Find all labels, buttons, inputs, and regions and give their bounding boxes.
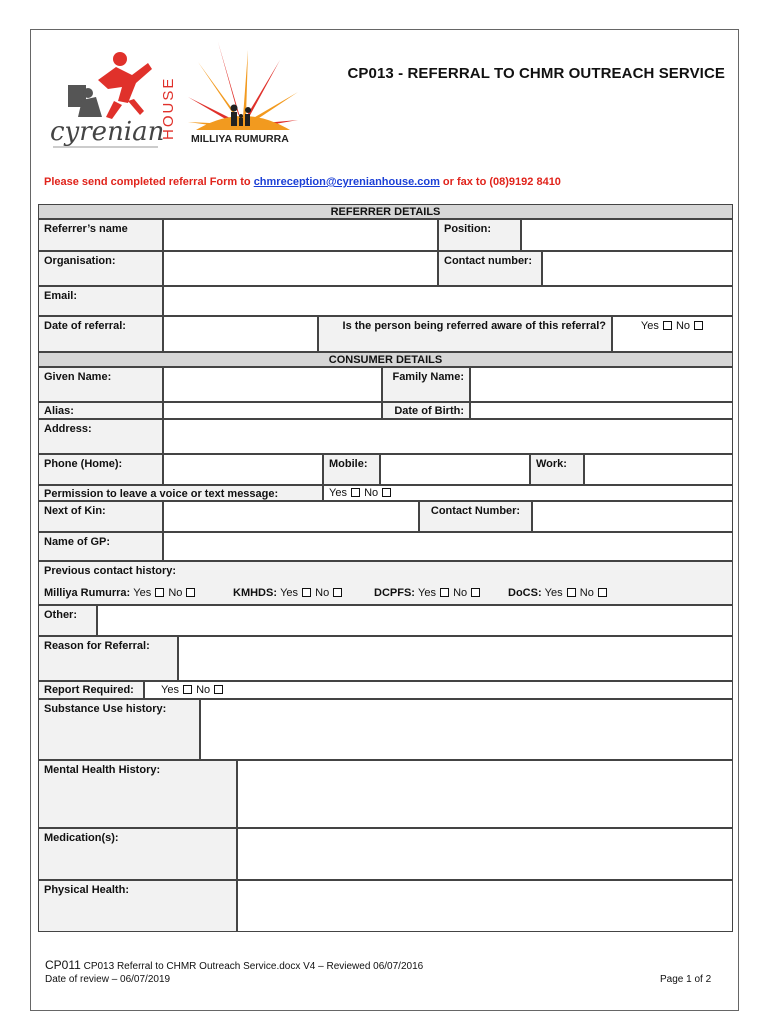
history-milliya bbox=[44, 587, 196, 599]
footer-doc-info bbox=[45, 958, 423, 972]
history-kmhds-yes: Yes bbox=[280, 587, 299, 599]
permission-yes-checkbox[interactable] bbox=[351, 488, 360, 497]
history-docs-no: No bbox=[579, 587, 594, 599]
next-of-kin-label: Next of Kin: bbox=[38, 501, 163, 532]
substance-field[interactable] bbox=[200, 699, 733, 760]
alias-label: Alias: bbox=[38, 402, 163, 419]
email-label: Email: bbox=[38, 286, 163, 316]
svg-text:cyrenian: cyrenian bbox=[50, 117, 165, 147]
history-dcpfs-no-checkbox[interactable] bbox=[471, 588, 480, 597]
next-of-kin-field[interactable] bbox=[163, 501, 419, 532]
referrer-section-header: REFERRER DETAILS bbox=[38, 204, 733, 219]
mental-health-label: Mental Health History: bbox=[38, 760, 237, 828]
medication-field[interactable] bbox=[237, 828, 733, 880]
contact-number-field[interactable] bbox=[542, 251, 733, 286]
svg-text:MILLIYA RUMURRA: MILLIYA RUMURRA bbox=[191, 133, 289, 145]
aware-question-label: Is the person being referred aware of this referral? bbox=[318, 316, 612, 352]
physical-health-field[interactable] bbox=[237, 880, 733, 932]
permission-no-label: No bbox=[364, 487, 379, 499]
report-required-label: Report Required: bbox=[38, 681, 144, 699]
instruction-suffix: or fax to (08)9192 8410 bbox=[439, 176, 561, 188]
report-yes-checkbox[interactable] bbox=[183, 685, 192, 694]
history-kmhds-no-checkbox[interactable] bbox=[333, 588, 342, 597]
history-dcpfs-yes: Yes bbox=[418, 587, 436, 599]
address-field[interactable] bbox=[163, 419, 733, 454]
permission-yes-label: Yes bbox=[329, 487, 347, 499]
given-name-field[interactable] bbox=[163, 367, 382, 402]
instruction-prefix: Please send completed referral Form to bbox=[44, 176, 254, 188]
phone-home-field[interactable] bbox=[163, 454, 323, 485]
physical-health-label: Physical Health: bbox=[38, 880, 237, 932]
cyrenian-house-logo bbox=[48, 45, 183, 150]
address-label: Address: bbox=[38, 419, 163, 454]
dob-field[interactable] bbox=[470, 402, 733, 419]
permission-label: Permission to leave a voice or text message: bbox=[38, 485, 323, 501]
history-docs-yes-checkbox[interactable] bbox=[567, 588, 576, 597]
history-milliya-label: Milliya Rumurra: bbox=[44, 587, 131, 599]
referrer-name-field[interactable] bbox=[163, 219, 438, 251]
other-label: Other: bbox=[38, 605, 97, 636]
history-milliya-no: No bbox=[168, 587, 183, 599]
dob-label: Date of Birth: bbox=[382, 402, 470, 419]
history-milliya-yes-checkbox[interactable] bbox=[155, 588, 164, 597]
other-field[interactable] bbox=[97, 605, 733, 636]
aware-yes-label: Yes bbox=[640, 320, 659, 332]
svg-text:HOUSE: HOUSE bbox=[160, 76, 177, 140]
history-kmhds-label: KMHDS: bbox=[233, 587, 277, 599]
page-title: CP013 - REFERRAL TO CHMR OUTREACH SERVICE bbox=[347, 65, 725, 82]
permission-no-checkbox[interactable] bbox=[382, 488, 391, 497]
history-kmhds bbox=[233, 587, 343, 599]
organisation-field[interactable] bbox=[163, 251, 438, 286]
mobile-field[interactable] bbox=[380, 454, 530, 485]
substance-label: Substance Use history: bbox=[38, 699, 200, 760]
report-yes-no bbox=[144, 681, 733, 699]
history-docs-no-checkbox[interactable] bbox=[598, 588, 607, 597]
history-dcpfs bbox=[374, 587, 481, 599]
history-dcpfs-yes-checkbox[interactable] bbox=[440, 588, 449, 597]
history-dcpfs-no: No bbox=[453, 587, 468, 599]
kin-contact-number-label: Contact Number: bbox=[419, 501, 532, 532]
position-field[interactable] bbox=[521, 219, 733, 251]
report-yes-label: Yes bbox=[161, 684, 179, 696]
report-no-checkbox[interactable] bbox=[214, 685, 223, 694]
previous-history-label: Previous contact history: bbox=[44, 565, 177, 577]
history-docs bbox=[508, 587, 608, 599]
gp-label: Name of GP: bbox=[38, 532, 163, 561]
work-field[interactable] bbox=[584, 454, 733, 485]
consumer-section-header: CONSUMER DETAILS bbox=[38, 352, 733, 367]
gp-field[interactable] bbox=[163, 532, 733, 561]
history-kmhds-no: No bbox=[315, 587, 330, 599]
footer-page-number: Page 1 of 2 bbox=[660, 974, 712, 985]
position-label: Position: bbox=[438, 219, 521, 251]
mental-health-field[interactable] bbox=[237, 760, 733, 828]
alias-field[interactable] bbox=[163, 402, 382, 419]
aware-yes-checkbox[interactable] bbox=[663, 321, 672, 330]
milliya-rumurra-logo bbox=[188, 42, 298, 152]
aware-no-checkbox[interactable] bbox=[694, 321, 703, 330]
date-of-referral-label: Date of referral: bbox=[38, 316, 163, 352]
history-kmhds-yes-checkbox[interactable] bbox=[302, 588, 311, 597]
email-link[interactable]: chmreception@cyrenianhouse.com bbox=[253, 176, 440, 188]
report-no-label: No bbox=[196, 684, 211, 696]
footer-review-date: Date of review – 06/07/2019 bbox=[45, 974, 171, 985]
family-name-label: Family Name: bbox=[382, 367, 470, 402]
family-name-field[interactable] bbox=[470, 367, 733, 402]
history-docs-yes: Yes bbox=[544, 587, 563, 599]
organisation-label: Organisation: bbox=[38, 251, 163, 286]
permission-yes-no bbox=[323, 485, 733, 501]
email-field[interactable] bbox=[163, 286, 733, 316]
history-milliya-no-checkbox[interactable] bbox=[186, 588, 195, 597]
work-label: Work: bbox=[530, 454, 584, 485]
aware-no-label: No bbox=[675, 320, 691, 332]
given-name-label: Given Name: bbox=[38, 367, 163, 402]
history-milliya-yes: Yes bbox=[133, 587, 152, 599]
reason-label: Reason for Referral: bbox=[38, 636, 178, 681]
kin-contact-number-field[interactable] bbox=[532, 501, 733, 532]
referrer-name-label: Referrer’s name bbox=[38, 219, 163, 251]
reason-field[interactable] bbox=[178, 636, 733, 681]
aware-yes-no bbox=[612, 316, 733, 352]
mobile-label: Mobile: bbox=[323, 454, 380, 485]
footer-code: CP011 bbox=[45, 958, 81, 972]
phone-home-label: Phone (Home): bbox=[38, 454, 163, 485]
history-docs-label: DoCS: bbox=[508, 587, 542, 599]
medication-label: Medication(s): bbox=[38, 828, 237, 880]
footer-doc-text: CP013 Referral to CHMR Outreach Service.docx V4 – Reviewed 06/07/2016 bbox=[83, 961, 424, 972]
date-of-referral-field[interactable] bbox=[163, 316, 318, 352]
history-dcpfs-label: DCPFS: bbox=[374, 587, 415, 599]
instruction-text bbox=[44, 176, 561, 188]
contact-number-label: Contact number: bbox=[438, 251, 542, 286]
